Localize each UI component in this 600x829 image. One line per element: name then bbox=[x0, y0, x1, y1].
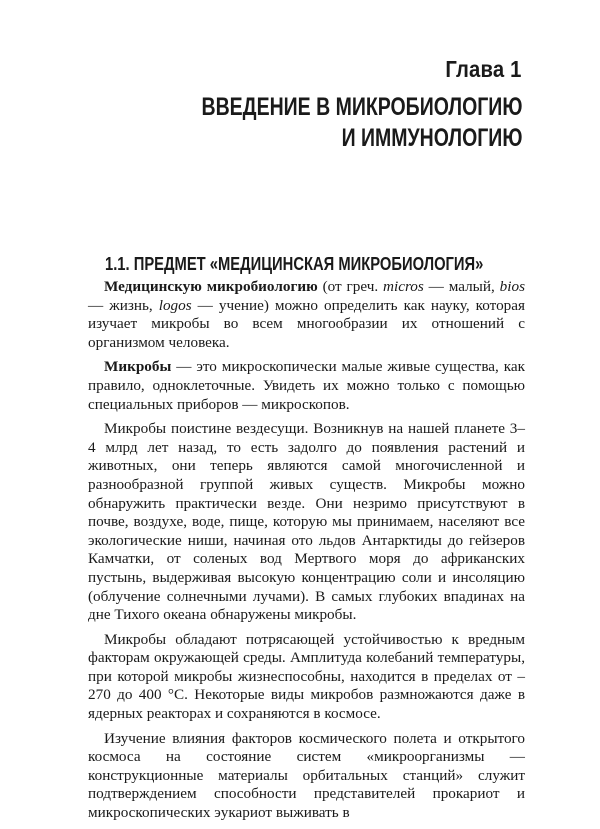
greek-word-bios: bios bbox=[499, 278, 525, 295]
paragraph-5: Изучение влияния факторов космического полета и открытого космоса на состояние систем «микроорганизмы — конструкционные материалы орбитальных станций» служит подтверждением способности представителей прокариот и микроскопических эукариот выживать в bbox=[88, 729, 525, 822]
chapter-label: Глава 1 bbox=[445, 56, 522, 82]
paragraph-2-text: — это микроскопически малые живые существа, как правило, одноклеточные. Увидеть их можно только с помощью специальных приборов — микроскопов. bbox=[88, 358, 525, 413]
chapter-title bbox=[201, 92, 522, 154]
paragraph-1-text-d: — учение) можно определить как науку, которая изучает микробы во всем многообразии их отношений с организмом человека. bbox=[88, 296, 525, 351]
chapter-title-line-1: ВВЕДЕНИЕ В МИКРОБИОЛОГИЮ bbox=[201, 93, 522, 121]
paragraph-1 bbox=[88, 278, 525, 352]
paragraph-1-text-a: (от греч. bbox=[317, 278, 384, 295]
section-heading: 1.1. ПРЕДМЕТ «МЕДИЦИНСКАЯ МИКРОБИОЛОГИЯ» bbox=[105, 254, 484, 274]
greek-word-micros: micros bbox=[383, 278, 424, 295]
term-microbes: Микробы bbox=[104, 358, 172, 376]
paragraph-1-text-c: — жизнь, bbox=[88, 296, 159, 314]
paragraph-4: Микробы обладают потрясающей устойчивостью к вредным факторам окружающей среды. Амплитуда колебаний температуры, при которой микробы жизнеспособны, находится в пределах от –270 до 400 °С. Некоторые виды микробов размножаются даже в ядерных реакторах и сохраняются в космосе. bbox=[88, 630, 525, 723]
paragraph-3: Микробы поистине вездесущи. Возникнув на нашей планете 3–4 млрд лет назад, то есть задолго до появления растений и животных, они теперь являются самой многочисленной и разнообразной группой живых существ. Микробы можно обнаружить практически везде. Они незримо присутствуют в почве, воздухе, воде, пище, которую мы принимаем, населяют все экологические ниши, начиная ото льдов Антарктиды до гейзеров Камчатки, от соленых вод Мертвого моря до африканских пустынь, выдерживая высокую концентрацию соли и инсоляцию (облучение солнечными лучами). В самых глубоких впадинах на дне Тихого океана обнаружены микробы. bbox=[88, 420, 525, 624]
paragraph-1-text-b: — малый, bbox=[423, 278, 500, 295]
body-text bbox=[88, 278, 525, 829]
greek-word-logos: logos bbox=[158, 296, 192, 314]
term-medical-microbiology: Медицинскую микробиологию bbox=[104, 278, 318, 295]
chapter-title-line-2: И ИММУНОЛОГИЮ bbox=[341, 124, 522, 152]
paragraph-2 bbox=[88, 358, 525, 414]
